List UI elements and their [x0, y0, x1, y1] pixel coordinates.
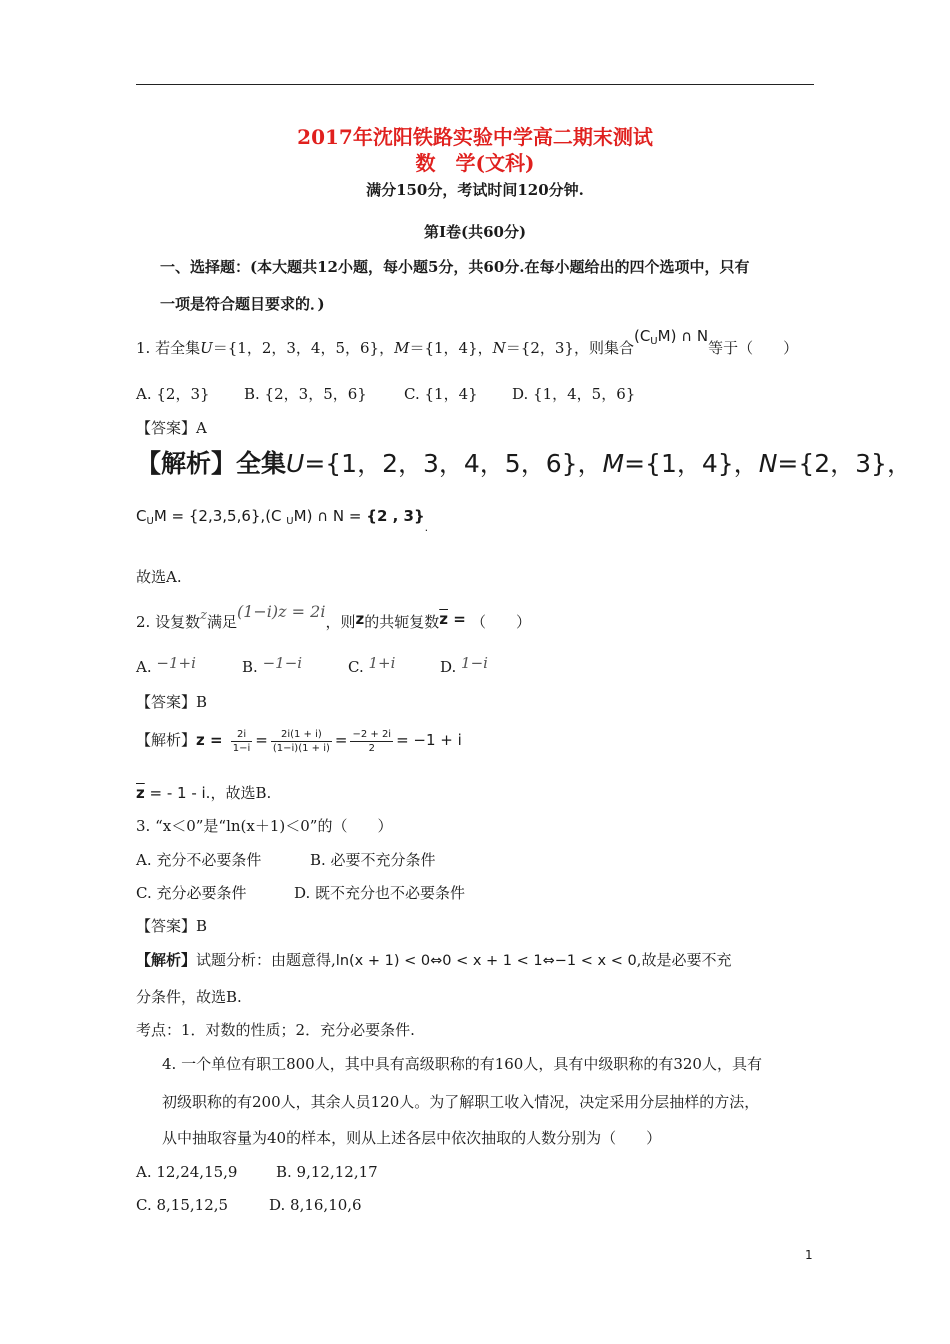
exam-info: 满分150分，考试时间120分钟.: [366, 181, 584, 199]
q3-options-row-1: [136, 850, 436, 870]
q2-stem: 2. 设复数z满足(1−i)z = 2i，则z的共轭复数$\overline{z}$ = （ ）: [136, 602, 531, 631]
q3-keypoint: 考点：1．对数的性质；2．充分必要条件.: [136, 1021, 415, 1039]
volume-title: 第Ⅰ卷(共60分): [423, 223, 527, 241]
q2-option-a: A. −1+i: [136, 654, 196, 676]
q1-options: [136, 384, 635, 404]
q4-stem-1: 4. 一个单位有职工800人，其中具有高级职称的有160人，具有中级职称的有320人，具有: [162, 1055, 762, 1073]
q2-fraction-1: $\frac{2i}{1-i}$: [232, 728, 251, 754]
q1-calculation: $C_UM = \{2,3,5,6\},(C$ $_U$M) ∩ N = {2 , $3\}_.$: [136, 507, 429, 534]
q2-options: [136, 654, 488, 677]
q3-option-d: D. 既不充分也不必要条件: [294, 884, 466, 902]
q3-answer: 【答案】B: [136, 917, 208, 935]
q2-analysis: 【解析】z = $\frac{2i}{1-i}$ = $\frac{2i(1 + i)}{(1-i)(1 + i)}$ = $\frac{-2 + 2i}{2}$ = −1 + i: [136, 728, 462, 754]
q2-option-d: D. 1−i: [440, 654, 488, 676]
q1-set-expression: $(C_UM)$ ∩ N: [633, 327, 709, 347]
q4-stem-2: 初级职称的有200人，其余人员120人。为了解职工收入情况，决定采用分层抽样的方法，: [162, 1093, 760, 1111]
q2-equation: (1−i)z = 2i: [236, 602, 326, 621]
exam-title: 2017年沈阳铁路实验中学高二期末测试: [297, 125, 653, 149]
section-instruction-2: 一项是符合题目要求的．): [160, 295, 325, 313]
q4-option-d: D. 8,16,10,6: [269, 1196, 362, 1214]
page-number: 1: [805, 1248, 813, 1262]
q2-option-c: C. 1+i: [348, 654, 396, 676]
q4-options-row-1: [136, 1162, 378, 1182]
q1-answer: 【答案】A: [136, 419, 207, 437]
q3-analysis-cont: 分条件，故选B.: [136, 988, 242, 1006]
q2-answer: 【答案】B: [136, 693, 208, 711]
q3-option-a: A. 充分不必要条件: [136, 851, 262, 869]
q1-stem: 1. 若全集U＝{1，2，3，4，5，6}，M＝{1，4}，N＝{2，3}，则集合$(C_UM)$ ∩ N等于（ ）: [136, 327, 799, 357]
q1-conclusion: 故选A.: [136, 568, 182, 586]
q4-option-a: A. 12,24,15,9: [136, 1163, 238, 1181]
q3-stem: 3. “x＜0”是“ln(x＋1)＜0”的（ ）: [136, 817, 393, 835]
header-rule: [136, 84, 814, 85]
q1-option-d: D. {1，4，5，6}: [512, 385, 636, 403]
section-instruction-1: 一、选择题：(本大题共12小题，每小题5分，共60分.在每小题给出的四个选项中，只有: [160, 258, 750, 276]
q3-option-c: C. 充分必要条件: [136, 884, 247, 902]
q2-conjugate: $\overline{z}$ = - 1 - i.，故选B.: [136, 784, 272, 802]
q2-fraction-3: $\frac{-2 + 2i}{2}$: [352, 728, 392, 754]
q4-options-row-2: [136, 1195, 362, 1215]
q2-option-b: B. −1−i: [242, 654, 303, 676]
q1-option-a: A. {2，3}: [136, 385, 210, 403]
q3-option-b: B. 必要不充分条件: [310, 851, 436, 869]
exam-subject: 数 学(文科): [415, 151, 535, 175]
q3-options-row-2: [136, 883, 465, 903]
q2-fraction-2: $\frac{2i(1 + i)}{(1-i)(1 + i)}$: [272, 728, 330, 754]
q1-option-b: B. {2，3，5，6}: [244, 385, 367, 403]
q1-analysis: 【解析】全集U={1，2，3，4，5，6}，M={1，4}，N={2，3}，: [136, 449, 912, 478]
q4-stem-3: 从中抽取容量为40的样本，则从上述各层中依次抽取的人数分别为（ ）: [162, 1129, 662, 1147]
q1-option-c: C. {1，4}: [404, 385, 478, 403]
q4-option-c: C. 8,15,12,5: [136, 1196, 229, 1214]
q3-analysis: 【解析】试题分析：由题意得,ln(x + 1) < 0⇔0 < x + 1 < 1⇔−1 < x < 0,故是必要不充: [136, 951, 732, 969]
q4-option-b: B. 9,12,12,17: [276, 1163, 378, 1181]
